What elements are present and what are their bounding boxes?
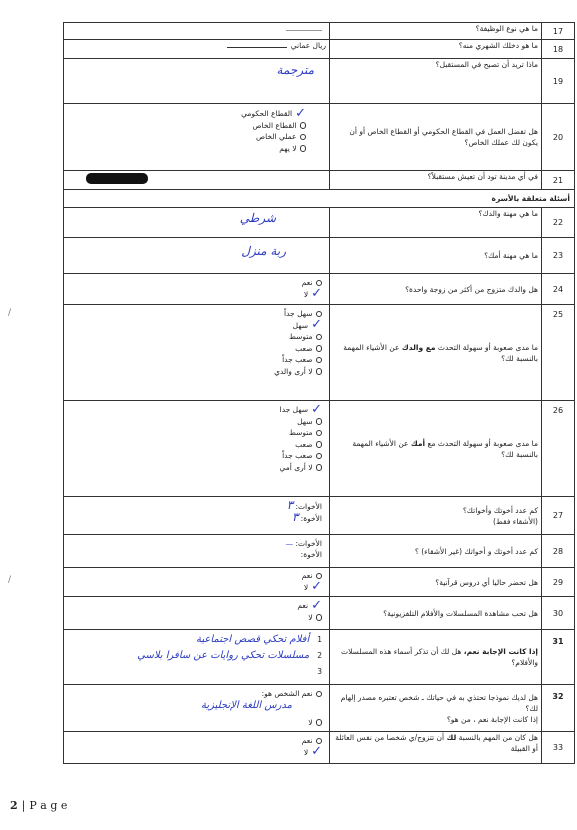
sisters-count[interactable]: الأخوات: ٣ (286, 498, 322, 512)
option-no[interactable]: ✓ لا (303, 579, 322, 595)
question-text: ما مدى صعوبة أو سهولة التحدث مع أمك عن الأشياء المهمة بالنسبة لك؟ (330, 401, 542, 497)
radio-circle-icon (316, 311, 323, 318)
section-heading: أسئلة متعلقة بالأسرة (64, 190, 575, 208)
option-yes-person[interactable]: نعم الشخص هو: (67, 688, 322, 700)
radio-circle-icon (300, 122, 307, 129)
answer-cell (64, 597, 330, 630)
question-row-29 (64, 568, 575, 597)
question-number: 22 (542, 208, 575, 238)
answer-line-3[interactable]: 3 (317, 667, 322, 676)
question-text: ما هو دخلك الشهري منه؟ (330, 40, 542, 59)
question-text: ما مدى صعوبة أو سهولة التحدث مع والدك عن الأشياء المهمة بالنسبة لك؟ (330, 305, 542, 401)
handwritten-answer: ربة منزل (241, 244, 286, 258)
option-yes[interactable]: نعم (67, 277, 322, 289)
radio-circle-icon (316, 441, 323, 448)
option-no[interactable]: ✓ لا (303, 744, 322, 760)
radio-circle-icon (316, 368, 323, 375)
question-number: 24 (542, 274, 575, 305)
answer-line-1[interactable]: 1 أفلام تحكي قصص اجتماعية (196, 634, 322, 645)
answer-cell (64, 685, 330, 732)
answer-cell (64, 104, 330, 171)
radio-circle-icon (316, 573, 323, 580)
page-number: 2 (10, 799, 18, 812)
option-yes[interactable]: نعم (67, 735, 322, 747)
answer-cell[interactable] (64, 171, 330, 190)
question-row-32 (64, 685, 575, 732)
question-text: في أي مدينة تود أن تعيش مستقبلاً؟ (330, 171, 542, 190)
check-mark-icon: ✓ (311, 401, 322, 417)
question-row-20 (64, 104, 575, 171)
question-text: هل كان من المهم بالنسبة لك أن تتزوج/ي شخصا من نفس العائلة أو القبيلة (330, 732, 542, 764)
option-easy[interactable]: ✓ سهل (292, 317, 322, 333)
answer-cell[interactable] (64, 59, 330, 104)
brothers-count[interactable]: الأخوة: ٣ (291, 510, 322, 524)
answer-cell (64, 497, 330, 535)
question-row-17 (64, 23, 575, 40)
page-footer (10, 799, 67, 812)
answer-cell (64, 274, 330, 305)
question-row-24 (64, 274, 575, 305)
question-number: 19 (542, 59, 575, 104)
question-text: هل والدك متزوج من أكثر من زوجة واحدة؟ (330, 274, 542, 305)
option-private[interactable]: القطاع الخاص (67, 120, 306, 132)
question-text: إذا كانت الإجابة نعم، هل لك أن تذكر أسماء هذه المسلسلات والأفلام؟ (330, 630, 542, 685)
question-number: 21 (542, 171, 575, 190)
page-label: P a g e (29, 799, 68, 812)
handwritten-answer: مدرس اللغة الإنجليزية (200, 699, 292, 711)
question-number: 23 (542, 238, 575, 274)
answer-cell (64, 401, 330, 497)
margin-pen-mark: / (8, 575, 12, 585)
question-text: كم عدد أخوتك وأخواتك؟ (الأشقاء فقط) (330, 497, 542, 535)
question-number: 27 (542, 497, 575, 535)
radio-circle-icon (316, 614, 323, 621)
radio-circle-icon (316, 453, 323, 460)
question-text: كم عدد أخوتك و أخواتك (غير الأشقاء) ؟ (330, 535, 542, 568)
section-row (64, 190, 575, 208)
option-doesnt-matter[interactable]: لا يهم (67, 143, 306, 155)
check-mark-icon: ✓ (311, 579, 322, 595)
answer-cell[interactable] (64, 238, 330, 274)
question-number: 29 (542, 568, 575, 597)
answer-cell (64, 568, 330, 597)
option-yes[interactable]: نعم (67, 570, 322, 582)
option-dont-see[interactable]: لا أرى أمي (67, 462, 322, 474)
option-very-easy[interactable]: ✓ سهل جدا (279, 401, 322, 417)
option-very-easy[interactable]: سهل جداً (67, 308, 322, 320)
option-hard[interactable]: صعب (67, 439, 322, 451)
radio-circle-icon (300, 145, 307, 152)
check-mark-icon: ✓ (311, 597, 322, 613)
check-mark-icon: ✓ (311, 286, 322, 302)
handwritten-answer: شرطي (239, 211, 276, 225)
handwritten-answer: مترجمة (276, 63, 314, 77)
redaction-block (86, 173, 148, 184)
answer-cell[interactable] (64, 23, 330, 40)
option-yes[interactable]: ✓ نعم (297, 597, 322, 613)
question-text: هل لديك نموذجا تحتذي به في حياتك ـ شخص تعتبره مصدر إلهام لك؟ إذا كانت الإجابة نعم ، من هو؟ (330, 685, 542, 732)
radio-circle-icon (316, 691, 323, 698)
answer-cell[interactable] (64, 208, 330, 238)
question-number: 25 (542, 305, 575, 401)
radio-circle-icon (316, 464, 323, 471)
question-row-25 (64, 305, 575, 401)
question-number: 18 (542, 40, 575, 59)
half-brothers-count[interactable]: الأخوة: (300, 550, 322, 559)
questionnaire-sheet (63, 22, 570, 792)
question-row-19 (64, 59, 575, 104)
option-no[interactable]: ✓ لا (303, 286, 322, 302)
currency-unit: ريال عماني (290, 41, 326, 50)
question-text: هل تحب مشاهدة المسلسلات والأفلام التلفزيونية؟ (330, 597, 542, 630)
question-number: 33 (542, 732, 575, 764)
check-mark-icon: ✓ (311, 317, 322, 333)
radio-circle-icon (316, 430, 323, 437)
question-row-28 (64, 535, 575, 568)
radio-circle-icon (316, 345, 323, 352)
answer-cell (64, 305, 330, 401)
question-row-27 (64, 497, 575, 535)
radio-circle-icon (316, 334, 323, 341)
check-mark-icon: ✓ (295, 105, 306, 121)
question-row-22 (64, 208, 575, 238)
option-easy[interactable]: سهل (67, 416, 322, 428)
question-number: 26 (542, 401, 575, 497)
answer-cell (64, 630, 330, 685)
question-row-33 (64, 732, 575, 764)
footer-divider: | (21, 799, 26, 812)
question-text: هل تفضل العمل في القطاع الحكومي أو القطاع الخاص أو أن يكون لك عملك الخاص؟ (330, 104, 542, 171)
question-text: ما هي مهنة والدك؟ (330, 208, 542, 238)
question-number: 31 (542, 630, 575, 685)
option-medium[interactable]: متوسط (67, 427, 322, 439)
radio-circle-icon (316, 418, 323, 425)
option-hard[interactable]: صعب (67, 343, 322, 355)
half-sisters-count[interactable]: الأخوات: — (285, 539, 322, 548)
option-government[interactable]: ✓ القطاع الحكومي (241, 105, 306, 121)
question-row-26 (64, 401, 575, 497)
answer-cell[interactable] (64, 40, 330, 59)
answer-cell (64, 732, 330, 764)
question-text: ما هي مهنة أمك؟ (330, 238, 542, 274)
answer-line-2[interactable]: 2 مسلسلات تحكي روايات عن سافرا بلاسي (137, 650, 322, 661)
option-dont-see[interactable]: لا أرى والدي (67, 366, 322, 378)
option-very-hard[interactable]: صعب جداً (67, 354, 322, 366)
answer-cell (64, 535, 330, 568)
question-row-21 (64, 171, 575, 190)
question-row-18 (64, 40, 575, 59)
option-no[interactable]: لا (67, 717, 322, 729)
question-number: 17 (542, 23, 575, 40)
radio-circle-icon (316, 280, 323, 287)
question-number: 28 (542, 535, 575, 568)
margin-pen-mark: / (8, 308, 12, 318)
option-medium[interactable]: متوسط (67, 331, 322, 343)
question-number: 32 (542, 685, 575, 732)
questionnaire-table (63, 22, 575, 764)
question-row-23 (64, 238, 575, 274)
question-row-31 (64, 630, 575, 685)
option-very-hard[interactable]: صعب جداً (67, 450, 322, 462)
radio-circle-icon (316, 738, 323, 745)
question-number: 20 (542, 104, 575, 171)
option-no[interactable]: لا (67, 612, 322, 624)
question-number: 30 (542, 597, 575, 630)
question-text: ما هي نوع الوظيفة؟ (330, 23, 542, 40)
radio-circle-icon (300, 134, 307, 141)
question-text: ماذا تريد أن تصبح في المستقبل؟ (330, 59, 542, 104)
check-mark-icon: ✓ (311, 744, 322, 760)
option-own-business[interactable]: عملي الخاص (67, 131, 306, 143)
radio-circle-icon (316, 357, 323, 364)
radio-circle-icon (316, 719, 323, 726)
question-row-30 (64, 597, 575, 630)
question-text: هل تحضر حاليا أي دروس قرآنية؟ (330, 568, 542, 597)
